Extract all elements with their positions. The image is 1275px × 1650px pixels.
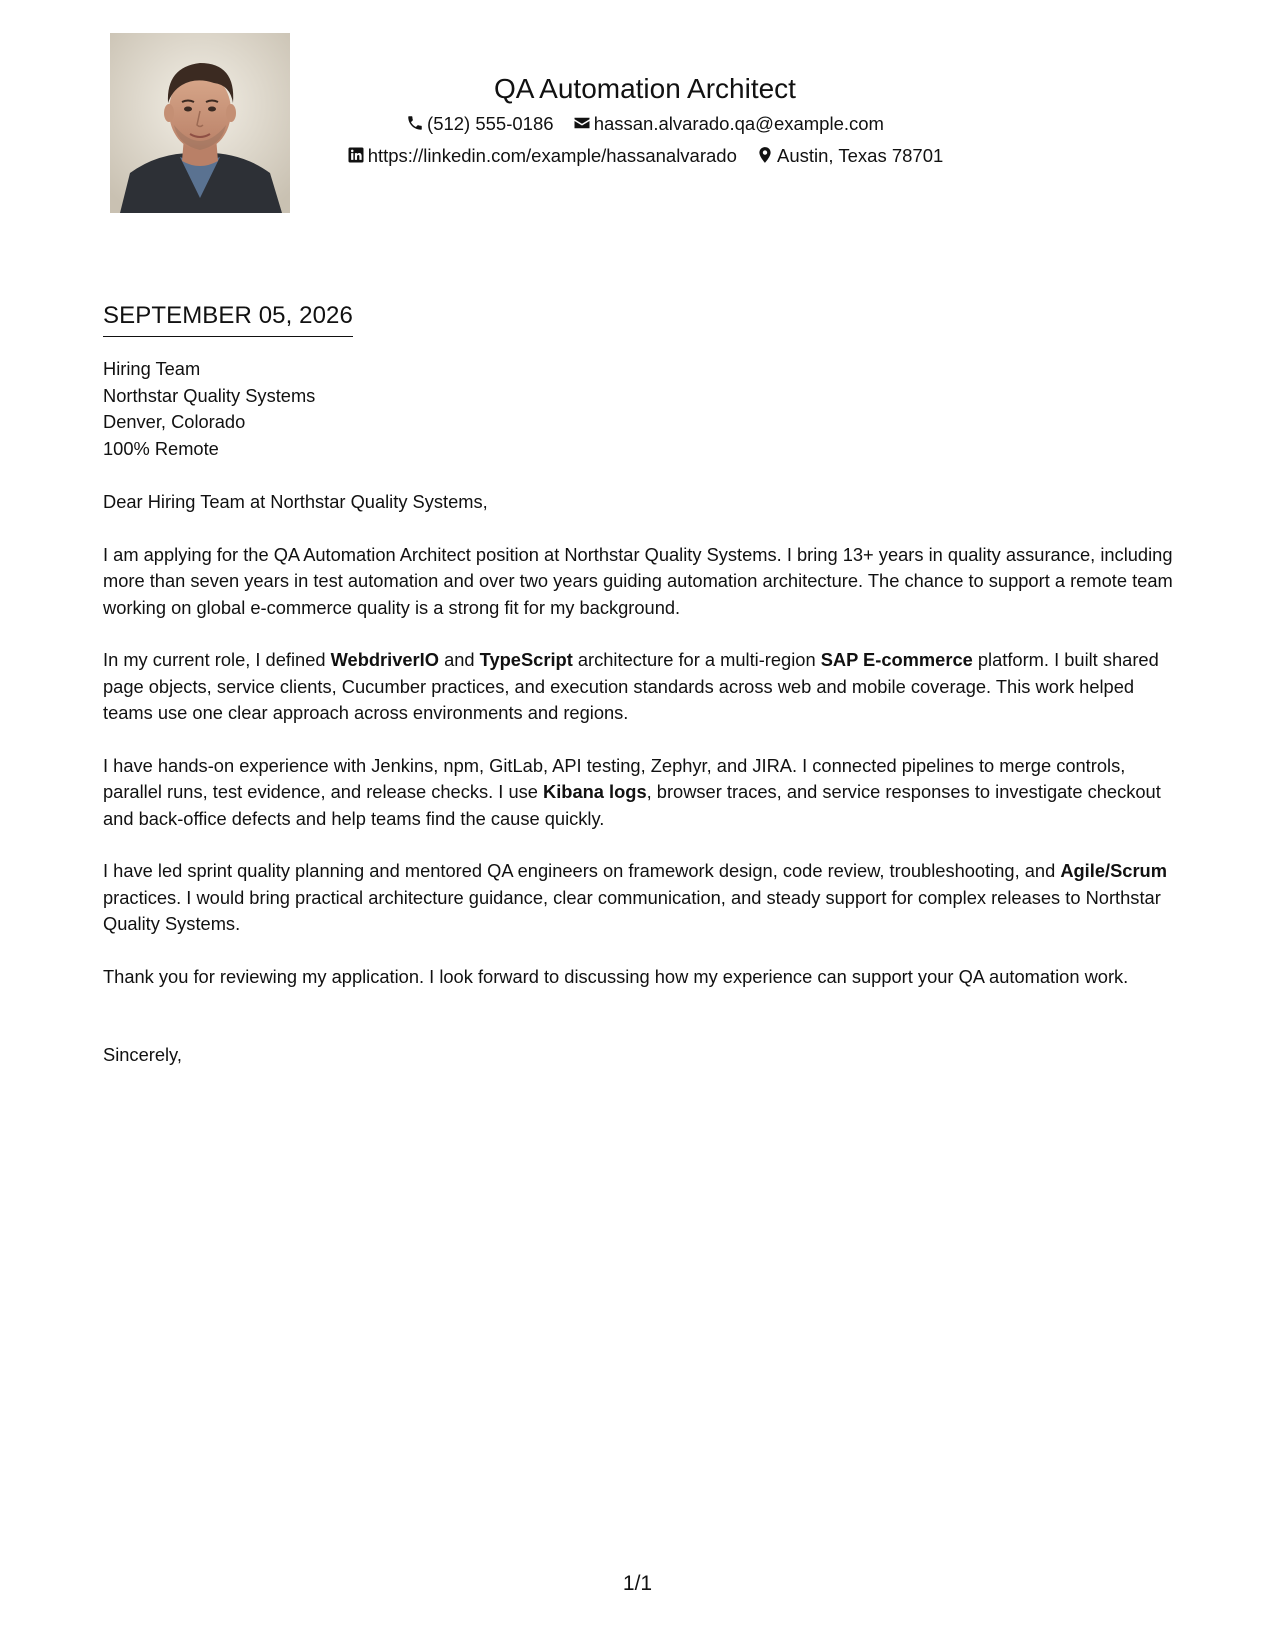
location-text: Austin, Texas 78701	[777, 145, 944, 166]
contact-row-2	[300, 140, 990, 172]
text-segment: I have led sprint quality planning and mentored QA engineers on framework design, code review, troubleshooting, and	[103, 860, 1061, 881]
bold-keyword: TypeScript	[479, 649, 573, 670]
text-segment: architecture for a multi-region	[572, 649, 821, 670]
text-segment: platform. I built shared page objects, service clients, Cucumber practices, and execution standards across web and mobile coverage. This work helped teams use one clear approach across environments and regions.	[103, 649, 1159, 723]
header	[300, 70, 990, 172]
phone-icon	[406, 114, 424, 132]
location-contact	[756, 140, 943, 172]
envelope-icon	[573, 114, 591, 132]
paragraph-4	[103, 858, 1183, 938]
paragraph-1: I am applying for the QA Automation Architect position at Northstar Quality Systems. I bring 13+ years in quality assurance, including more than seven years in test automation and over two years guiding automation architecture. The chance to support a remote team working on global e-commerce quality is a strong fit for my background.	[103, 543, 1173, 618]
text-segment: and	[438, 649, 480, 670]
recipient-city: Denver, Colorado	[103, 411, 246, 432]
bold-keyword: Kibana logs	[543, 781, 647, 802]
letter-body	[103, 300, 1183, 1069]
recipient-company: Northstar Quality Systems	[103, 384, 316, 406]
letter-date: SEPTEMBER 05, 2026	[103, 300, 353, 337]
bold-keyword: WebdriverIO	[330, 649, 439, 670]
recipient-line: Hiring Team	[103, 358, 201, 379]
profile-photo	[110, 33, 290, 213]
linkedin-contact	[347, 140, 737, 172]
recipient-work-mode: 100% Remote	[103, 437, 219, 459]
paragraph-2	[103, 647, 1183, 727]
email-contact	[573, 108, 884, 140]
linkedin-url: https://linkedin.com/example/hassanalvarado	[367, 145, 737, 166]
recipient-block	[103, 356, 1183, 462]
linkedin-icon	[347, 146, 365, 164]
text-segment: In my current role, I defined	[103, 649, 331, 670]
bold-keyword: Agile/Scrum	[1060, 860, 1167, 881]
map-marker-icon	[756, 146, 774, 164]
email-address: hassan.alvarado.qa@example.com	[593, 113, 884, 134]
bold-keyword: SAP E-commerce	[820, 649, 973, 670]
salutation: Dear Hiring Team at Northstar Quality Systems,	[103, 491, 488, 512]
closing: Sincerely,	[103, 1044, 182, 1065]
text-segment: practices. I would bring practical architecture guidance, clear communication, and steady support for complex releases to Northstar Quality Systems.	[103, 886, 1161, 934]
text-segment: , browser traces, and service responses to investigate checkout and back-office defects and help teams find the cause quickly.	[103, 781, 1161, 829]
paragraph-5: Thank you for reviewing my application. I look forward to discussing how my experience can support your QA automation work.	[103, 965, 1129, 987]
job-title: QA Automation Architect	[494, 73, 796, 104]
page-number: 1/1	[622, 1572, 653, 1595]
paragraph-3	[103, 753, 1183, 833]
phone-contact	[406, 108, 554, 140]
text-segment: I have hands-on experience with Jenkins, npm, GitLab, API testing, Zephyr, and JIRA. I connected pipelines to merge controls, parallel runs, test evidence, and release checks. I use	[103, 754, 1126, 802]
contact-row-1	[300, 108, 990, 140]
phone-number: (512) 555-0186	[427, 113, 554, 134]
